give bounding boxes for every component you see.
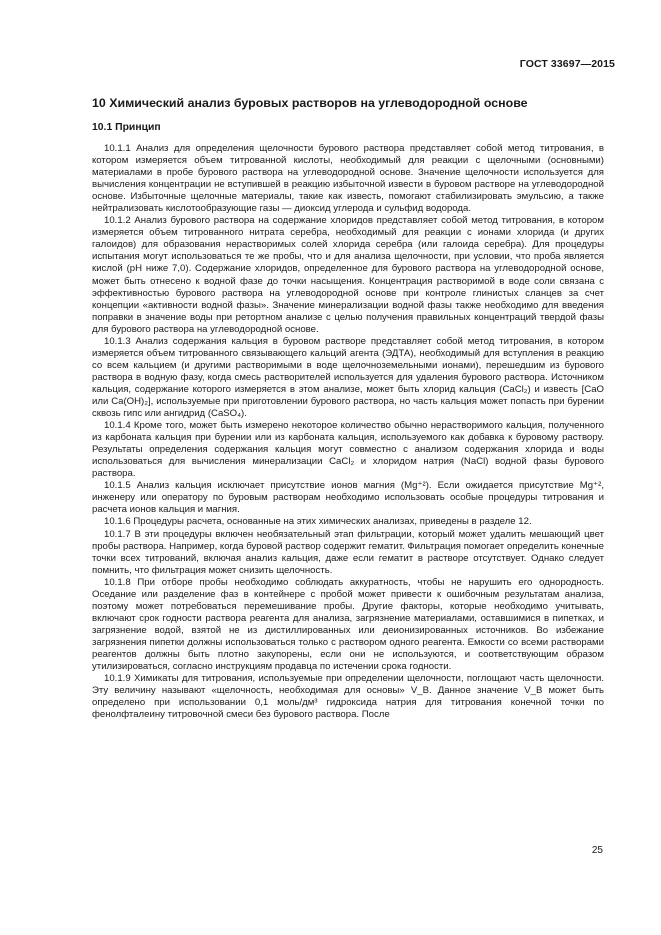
page-number: 25 xyxy=(591,845,603,856)
paragraph-10-1-7: 10.1.7 В эти процедуры включен необязательный этап фильтрации, который может удалить мешающий цвет пробы раствора. Например, когда буровой раствор содержит гематит. Фильтрация помогает определить конечные точки всех титрований, включая анализ кальция, даже если гематит в растворе отсутствует. Однако следует помнить, что фильтрация может снизить щелочность. xyxy=(92,528,604,576)
paragraph-10-1-3: 10.1.3 Анализ содержания кальция в буровом растворе представляет собой метод титрования, в котором измеряется объем титрованного связывающего кальций агента (ЭДТА), необходимый для вступления в реакцию со всем кальцием (и другими растворимыми в воде щелочноземельными ионами), перешедшим из бурового раствора в водную фазу, когда смесь растворителей используется для удаления бурового раствора. Источником кальция, содержание которого измеряется в этом анализе, может быть хлорид кальция (CaCl₂) и известь [CaO или Ca(OH)₂], используемые при приготовлении бурового раствора, но часть кальция может попасть при бурении сквозь гипс или ангидрид (CaSO₄). xyxy=(92,335,604,420)
paragraph-10-1-4: 10.1.4 Кроме того, может быть измерено некоторое количество обычно нерастворимого кальция, полученного из карбоната кальция при бурении или из карбоната кальция, используемого как добавка к буровому раствору. Результаты определения содержания кальция могут совместно с анализом содержания хлорида и воды использоваться для вычисления минерализации CaCl₂ и хлоридом натрия (NaCl) водной фазы бурового раствора. xyxy=(92,420,604,480)
page-body xyxy=(92,96,604,721)
section-title: 10 Химический анализ буровых растворов на углеводородной основе xyxy=(92,96,528,110)
paragraph-10-1-1: 10.1.1 Анализ для определения щелочности бурового раствора представляет собой метод титрования, в котором измеряется объем титрованной кислоты, необходимый для реакции с щелочными (основными) материалами в пробе бурового раствора на углеводородной основе. Значение щелочности используется для вычисления концентрации не вступившей в реакцию избыточной извести в буровом растворе на углеводородной основе. Избыточные щелочные материалы, такие как известь, помогают стабилизировать эмульсию, а также нейтрализовать кислотообразующие газы — диоксид углерода и сульфид водорода. xyxy=(92,143,604,215)
paragraph-10-1-9: 10.1.9 Химикаты для титрования, используемые при определении щелочности, поглощают часть щелочности. Эту величину называют «щелочность, необходимая для основы» V_B. Данное значение V_B может быть определено при использовании 0,1 моль/дм³ гидроксида натрия для титрования конечной точки по фенолфталеину титровочной смеси без бурового раствора. После xyxy=(92,673,604,721)
paragraph-10-1-2: 10.1.2 Анализ бурового раствора на содержание хлоридов представляет собой метод титрования, в котором измеряется объем титрованного нитрата серебра, необходимый для реакции с ионами хлорида (и других галоидов) для образования нерастворимых солей хлорида серебра (или галоида серебра). Для процедуры испытания могут использоваться те же пробы, что и для анализа щелочности, при условии, что проба является кислой (pH ниже 7,0). Содержание хлоридов, определенное для бурового раствора на углеводородной основе, может быть отнесено к водной фазе до точки насыщения. Концентрация растворимой в воде соли связана с эффективностью бурового раствора на углеводородной основе при контроле глинистых сланцев за счет концепции «активности водной фазы». Значение минерализации водной фазы также необходимо для введения поправки в значение воды при ретортном анализе с целью получения правильных концентраций твердой фазы для бурового раствора на углеводородной основе. xyxy=(92,215,604,335)
paragraph-10-1-5: 10.1.5 Анализ кальция исключает присутствие ионов магния (Mg⁺²). Если ожидается присутствие Mg⁺², инженеру или оператору по буровым растворам необходимо использовать особые процедуры титрования и расчета ионов кальция и магния. xyxy=(92,480,604,516)
subsection-title: 10.1 Принцип xyxy=(92,122,161,133)
paragraph-10-1-6: 10.1.6 Процедуры расчета, основанные на этих химических анализах, приведены в разделе 12. xyxy=(104,516,532,528)
paragraph-10-1-8: 10.1.8 При отборе пробы необходимо соблюдать аккуратность, чтобы не нарушить его однородность. Оседание или разделение фаз в контейнере с пробой может привести к ошибочным результатам анализа, поэтому может потребоваться перемешивание пробы. Другие факторы, которые необходимо учитывать, включают срок годности раствора реагента для анализа, загрязнение материалами, оставшимися в пипетках, и загрязнение водой, взятой не из дистиллированных или деионизированных источников. Во избежание загрязнения пипетки должны использоваться только с раствором одного реагента. Емкости со всеми растворами реагентов должны быть плотно закупорены, если они не используются, и соответствующим образом утилизироваться, согласно инструкциям продавца по истечении срока годности. xyxy=(92,576,604,673)
standard-number: ГОСТ 33697—2015 xyxy=(519,58,615,70)
